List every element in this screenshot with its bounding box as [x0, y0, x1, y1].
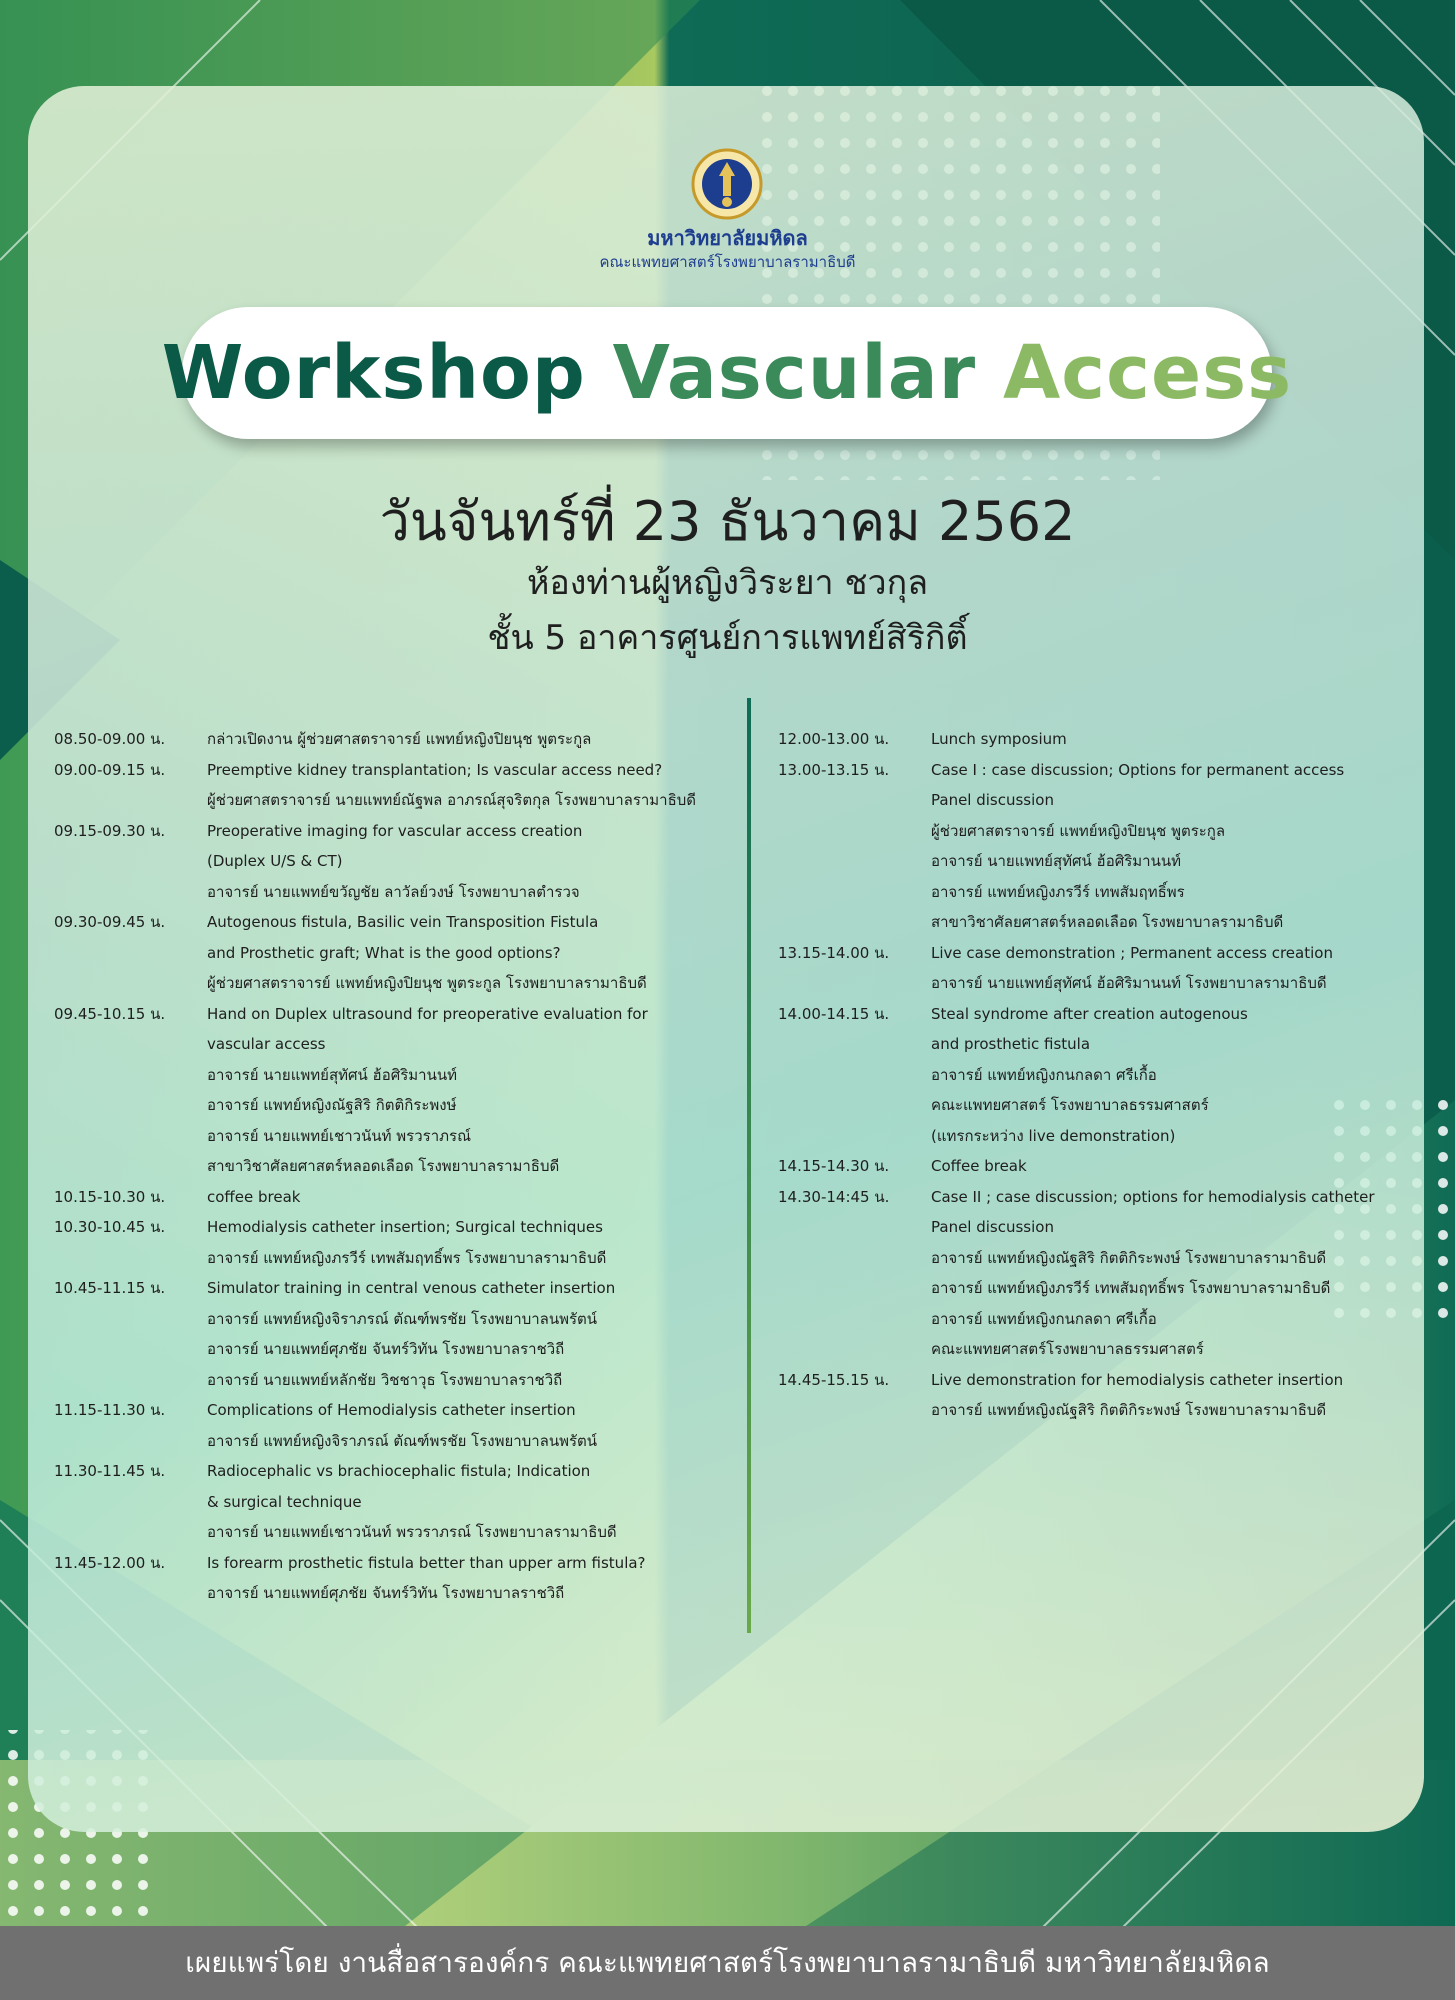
schedule-item — [778, 1151, 1418, 1182]
schedule-line: อาจารย์ แพทย์หญิงจิราภรณ์ ตัณฑ์พรชัย โรงพยาบาลนพรัตน์ — [207, 1309, 598, 1328]
schedule-time: 13.15-14.00 น. — [778, 943, 890, 962]
schedule-item — [54, 724, 734, 755]
faculty-name: คณะแพทยศาสตร์โรงพยาบาลรามาธิบดี — [599, 253, 856, 271]
schedule-item — [54, 999, 734, 1182]
schedule-time: 14.45-15.15 น. — [778, 1370, 890, 1389]
schedule-time: 09.45-10.15 น. — [54, 1004, 166, 1023]
schedule-left-column — [54, 724, 734, 1609]
university-seal-icon — [691, 148, 763, 220]
schedule-line: Live demonstration for hemodialysis catheter insertion — [931, 1370, 1344, 1389]
schedule-details — [931, 938, 1418, 999]
title-vascular: Vascular — [612, 330, 977, 416]
schedule-time: 14.30-14:45 น. — [778, 1187, 890, 1206]
schedule-time: 09.00-09.15 น. — [54, 760, 166, 779]
schedule-line: (Duplex U/S & CT) — [207, 852, 343, 870]
schedule-line: คณะแพทยศาสตร์โรงพยาบาลธรรมศาสตร์ — [931, 1340, 1204, 1358]
schedule-item — [778, 1365, 1418, 1426]
schedule-line: Hand on Duplex ultrasound for preoperative evaluation for — [207, 1004, 648, 1023]
schedule-line: Radiocephalic vs brachiocephalic fistula; Indication — [207, 1462, 591, 1480]
schedule-line: อาจารย์ แพทย์หญิงกนกลดา ศรีเกื้อ — [931, 1065, 1157, 1084]
schedule-line: ผู้ช่วยศาสตราจารย์ แพทย์หญิงปิยนุช พูตระกูล — [931, 821, 1226, 840]
schedule-time: 09.30-09.45 น. — [54, 913, 166, 931]
schedule-item — [54, 1548, 734, 1609]
schedule-line: Case II ; case discussion; options for hemodialysis catheter — [931, 1187, 1375, 1206]
schedule-line: coffee break — [207, 1187, 301, 1206]
schedule-line: Simulator training in central venous catheter insertion — [207, 1279, 616, 1297]
schedule-details — [207, 724, 734, 755]
schedule-line: Steal syndrome after creation autogenous — [931, 1004, 1248, 1023]
title-word-workshop — [162, 330, 1292, 416]
schedule-time: 11.30-11.45 น. — [54, 1462, 166, 1480]
schedule-details — [931, 724, 1418, 755]
schedule-item — [54, 907, 734, 999]
schedule-time: 09.15-09.30 น. — [54, 821, 166, 840]
schedule-line: Case I : case discussion; Options for permanent access — [931, 760, 1345, 779]
schedule-line: กล่าวเปิดงาน ผู้ช่วยศาสตราจารย์ แพทย์หญิงปิยนุช พูตระกูล — [207, 730, 592, 748]
title-banner — [161, 307, 1293, 439]
schedule-line: อาจารย์ แพทย์หญิงณัฐสิริ กิตติกิระพงษ์ โรงพยาบาลรามาธิบดี — [931, 1248, 1327, 1267]
schedule-line: Preoperative imaging for vascular access creation — [207, 821, 583, 840]
schedule-line: อาจารย์ นายแพทย์สุทัศน์ ฮ้อศิริมานนท์ — [931, 852, 1181, 870]
schedule-item — [54, 1182, 734, 1213]
schedule-details — [931, 755, 1418, 938]
schedule-line: Preemptive kidney transplantation; Is vascular access need? — [207, 760, 663, 779]
schedule-details — [207, 1273, 734, 1395]
schedule-item — [54, 1273, 734, 1395]
schedule-item — [54, 816, 734, 908]
schedule-time: 08.50-09.00 น. — [54, 730, 166, 748]
schedule-time: 11.45-12.00 น. — [54, 1553, 166, 1572]
schedule-item — [778, 938, 1418, 999]
footer-text: เผยแพร่โดย งานสื่อสารองค์กร คณะแพทยศาสตร์โรงพยาบาลรามาธิบดี มหาวิทยาลัยมหิดล — [185, 1946, 1270, 1979]
event-room: ห้องท่านผู้หญิงวิระยา ชวกุล — [526, 563, 929, 603]
schedule-time: 10.45-11.15 น. — [54, 1279, 166, 1297]
schedule-details — [207, 816, 734, 908]
schedule-line: Live case demonstration ; Permanent access creation — [931, 943, 1333, 962]
schedule-details — [931, 1365, 1418, 1426]
schedule-line: อาจารย์ นายแพทย์ศุภชัย จันทร์วิทัน โรงพยาบาลราชวิถี — [207, 1340, 565, 1358]
schedule-details — [207, 907, 734, 999]
schedule-time: 10.15-10.30 น. — [54, 1187, 166, 1206]
schedule-line: Complications of Hemodialysis catheter insertion — [207, 1401, 576, 1419]
schedule-line: ผู้ช่วยศาสตราจารย์ แพทย์หญิงปิยนุช พูตระกูล โรงพยาบาลรามาธิบดี — [207, 974, 647, 992]
schedule-details — [207, 1182, 734, 1213]
schedule-time: 10.30-10.45 น. — [54, 1218, 166, 1236]
schedule-details — [207, 755, 734, 816]
schedule-right-column — [778, 724, 1418, 1426]
schedule-line: อาจารย์ นายแพทย์หลักชัย วิชชาวุธ โรงพยาบาลราชวิถี — [207, 1370, 563, 1389]
university-name: มหาวิทยาลัยมหิดล — [647, 226, 808, 250]
schedule-item — [54, 1456, 734, 1548]
schedule-line: อาจารย์ แพทย์หญิงจิราภรณ์ ตัณฑ์พรชัย โรงพยาบาลนพรัตน์ — [207, 1431, 598, 1450]
title-access: Access — [1002, 330, 1293, 416]
schedule-time: 13.00-13.15 น. — [778, 760, 890, 779]
schedule-item — [778, 724, 1418, 755]
schedule-line: and Prosthetic graft; What is the good options? — [207, 943, 561, 962]
schedule-details — [931, 1182, 1418, 1365]
schedule-line: อาจารย์ นายแพทย์ขวัญชัย ลาวัลย์วงษ์ โรงพยาบาลตำรวจ — [207, 882, 580, 901]
schedule-line: Lunch symposium — [931, 730, 1067, 748]
schedule-item — [54, 1395, 734, 1456]
schedule-details — [207, 1212, 734, 1273]
schedule-details — [207, 1456, 734, 1548]
schedule-line: Panel discussion — [931, 791, 1054, 809]
schedule-line: Is forearm prosthetic fistula better than upper arm fistula? — [207, 1553, 646, 1572]
schedule-details — [931, 999, 1418, 1152]
schedule-line: อาจารย์ แพทย์หญิงณัฐสิริ กิตติกิระพงษ์ — [207, 1096, 457, 1114]
event-floor: ชั้น 5 อาคารศูนย์การแพทย์สิริกิติ์ — [487, 618, 968, 658]
schedule-line: and prosthetic fistula — [931, 1035, 1091, 1053]
schedule-line: อาจารย์ นายแพทย์ศุภชัย จันทร์วิทัน โรงพยาบาลราชวิถี — [207, 1584, 565, 1602]
schedule-line: อาจารย์ นายแพทย์สุทัศน์ ฮ้อศิริมานนท์ โรงพยาบาลรามาธิบดี — [931, 974, 1327, 992]
schedule-item — [54, 1212, 734, 1273]
schedule-item — [778, 1182, 1418, 1365]
schedule-item — [54, 755, 734, 816]
title-workshop: Workshop — [161, 330, 586, 416]
schedule-line: อาจารย์ แพทย์หญิงกนกลดา ศรีเกื้อ — [931, 1309, 1157, 1328]
schedule-details — [207, 1548, 734, 1609]
schedule-time: 12.00-13.00 น. — [778, 730, 890, 748]
schedule-line: สาขาวิชาศัลยศาสตร์หลอดเลือด โรงพยาบาลรามาธิบดี — [931, 913, 1284, 931]
schedule-line: (แทรกระหว่าง live demonstration) — [931, 1126, 1176, 1145]
schedule-line: & surgical technique — [207, 1492, 362, 1511]
schedule-item — [778, 999, 1418, 1152]
schedule-line: Hemodialysis catheter insertion; Surgical techniques — [207, 1218, 603, 1236]
schedule-time: 14.15-14.30 น. — [778, 1157, 890, 1175]
schedule-line: คณะแพทยศาสตร์ โรงพยาบาลธรรมศาสตร์ — [931, 1096, 1209, 1114]
footer-bar — [0, 1926, 1455, 2000]
event-date: วันจันทร์ที่ 23 ธันวาคม 2562 — [379, 490, 1076, 553]
schedule-line: อาจารย์ แพทย์หญิงภรวีร์ เทพสัมฤทธิ์พร โรงพยาบาลรามาธิบดี — [931, 1279, 1331, 1297]
schedule-line: สาขาวิชาศัลยศาสตร์หลอดเลือด โรงพยาบาลรามาธิบดี — [207, 1157, 560, 1175]
schedule-line: อาจารย์ แพทย์หญิงภรวีร์ เทพสัมฤทธิ์พร — [931, 882, 1185, 901]
schedule-time: 11.15-11.30 น. — [54, 1401, 166, 1419]
schedule-line: อาจารย์ นายแพทย์เชาวนันท์ พรวราภรณ์ — [207, 1126, 471, 1145]
schedule-details — [207, 1395, 734, 1456]
schedule-line: Coffee break — [931, 1157, 1027, 1175]
schedule-item — [778, 755, 1418, 938]
schedule-line: อาจารย์ นายแพทย์สุทัศน์ ฮ้อศิริมานนท์ — [207, 1065, 457, 1084]
schedule-details — [931, 1151, 1418, 1182]
schedule-time: 14.00-14.15 น. — [778, 1004, 890, 1023]
column-divider — [747, 698, 751, 1633]
schedule-details — [207, 999, 734, 1182]
schedule-line: Panel discussion — [931, 1218, 1054, 1236]
schedule-line: vascular access — [207, 1035, 326, 1053]
schedule-line: อาจารย์ แพทย์หญิงภรวีร์ เทพสัมฤทธิ์พร โรงพยาบาลรามาธิบดี — [207, 1248, 607, 1267]
schedule-line: อาจารย์ นายแพทย์เชาวนันท์ พรวราภรณ์ โรงพยาบาลรามาธิบดี — [207, 1523, 617, 1541]
schedule-line: ผู้ช่วยศาสตราจารย์ นายแพทย์ณัฐพล อาภรณ์สุจริตกุล โรงพยาบาลรามาธิบดี — [207, 791, 697, 809]
schedule-line: อาจารย์ แพทย์หญิงณัฐสิริ กิตติกิระพงษ์ โรงพยาบาลรามาธิบดี — [931, 1401, 1327, 1419]
schedule-line: Autogenous fistula, Basilic vein Transposition Fistula — [207, 913, 599, 931]
